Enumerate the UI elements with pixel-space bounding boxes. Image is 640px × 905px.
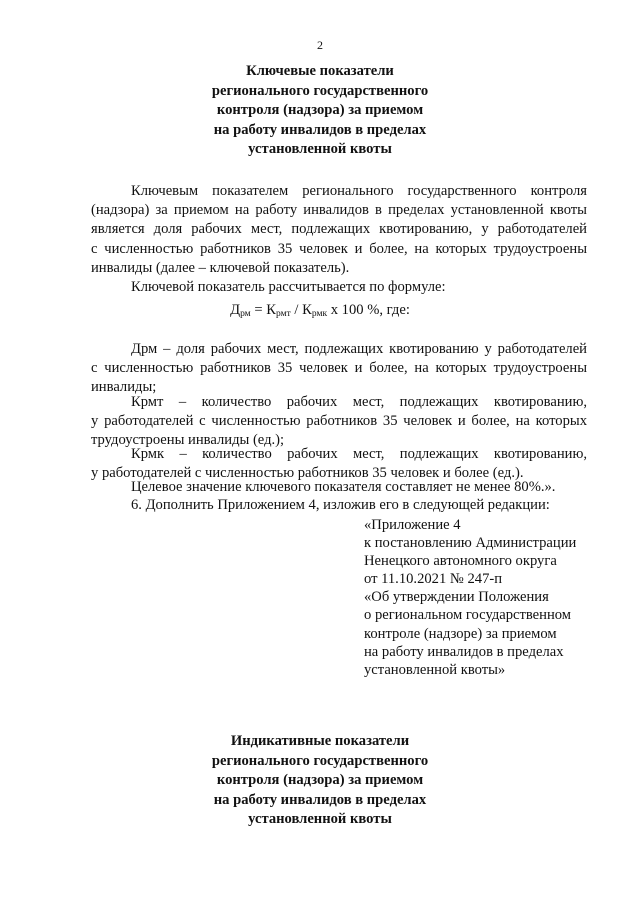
paragraph-key-indicator xyxy=(91,182,587,278)
heading-line: установленной квоты xyxy=(248,811,392,827)
text-line: инвалиды; xyxy=(91,379,157,396)
formula-tail: х 100 %, где: xyxy=(327,302,410,318)
heading-key-indicators xyxy=(0,62,640,160)
text-line: Целевое значение ключевого показателя составляет не менее 80%.». xyxy=(131,479,556,495)
heading-line: на работу инвалидов в пределах xyxy=(213,121,427,138)
heading-line: контроля (надзора) за приемом xyxy=(216,772,424,788)
heading-line: на работу инвалидов в пределах xyxy=(213,791,427,808)
text-line: с численностью работников 35 человек и более, на которых трудоустроены xyxy=(91,240,587,257)
appendix-line: на работу инвалидов в пределах xyxy=(364,643,564,660)
appendix-line: к постановлению Администрации xyxy=(364,535,577,552)
text-line: с численностью работников 35 человек и более, на которых трудоустроены xyxy=(91,360,587,377)
text-line: у работодателей с численностью работников 35 человек и более, на которых xyxy=(91,413,587,430)
formula-k2-sub: рмк xyxy=(311,309,328,319)
text-line: у работодателей с численностью работников 35 человек и более (ед.). xyxy=(91,465,524,482)
definition-krmt xyxy=(91,393,587,451)
text-line: является доля рабочих мест, подлежащих квотированию, у работодателей xyxy=(91,221,587,238)
heading-line: Индикативные показатели xyxy=(230,733,410,749)
text-line: трудоустроены инвалиды (ед.); xyxy=(91,432,285,449)
appendix-line: установленной квоты» xyxy=(364,661,506,678)
formula-lhs-sub: рм xyxy=(240,309,251,319)
appendix-line: «Об утверждении Положения xyxy=(364,589,549,606)
formula-div: / К xyxy=(290,302,312,318)
text-line: (надзора) за приемом на работу инвалидов в пределах установленной квоты xyxy=(91,202,587,219)
heading-line: регионального государственного xyxy=(211,82,429,99)
text-line: инвалиды (далее – ключевой показатель). xyxy=(91,259,350,276)
appendix-line: контроле (надзоре) за приемом xyxy=(364,625,557,642)
text-line: Дрм – доля рабочих мест, подлежащих квотированию у работодателей xyxy=(131,341,587,357)
formula-lhs: Д xyxy=(230,302,241,318)
formula-k1-sub: рмт xyxy=(275,309,291,319)
heading-line: контроля (надзора) за приемом xyxy=(216,102,424,118)
text-line: Крмт – количество рабочих мест, подлежащих квотированию, xyxy=(131,394,587,410)
text-line: 6. Дополнить Приложением 4, изложив его в следующей редакции: xyxy=(131,497,550,513)
formula xyxy=(0,302,640,319)
paragraph-target-value xyxy=(91,478,587,497)
text-line: Крмк – количество рабочих мест, подлежащих квотированию, xyxy=(131,446,587,462)
page-number: 2 xyxy=(317,38,323,52)
appendix-reference-block xyxy=(364,516,624,679)
appendix-line: «Приложение 4 xyxy=(364,517,461,533)
text-line: Ключевой показатель рассчитывается по формуле: xyxy=(131,279,446,295)
appendix-line: Ненецкого автономного округа xyxy=(364,553,557,570)
heading-indicative-indicators xyxy=(0,732,640,830)
appendix-line: о региональном государственном xyxy=(364,607,572,624)
definition-drm xyxy=(91,340,587,398)
heading-line: Ключевые показатели xyxy=(246,63,394,79)
formula-eq: = К xyxy=(250,302,276,318)
heading-line: установленной квоты xyxy=(248,141,392,157)
appendix-line: от 11.10.2021 № 247-п xyxy=(364,571,503,588)
heading-line: регионального государственного xyxy=(211,752,429,769)
paragraph-formula-intro xyxy=(91,278,587,297)
text-line: Ключевым показателем регионального государственного контроля xyxy=(131,183,587,199)
paragraph-item-6 xyxy=(91,496,587,515)
